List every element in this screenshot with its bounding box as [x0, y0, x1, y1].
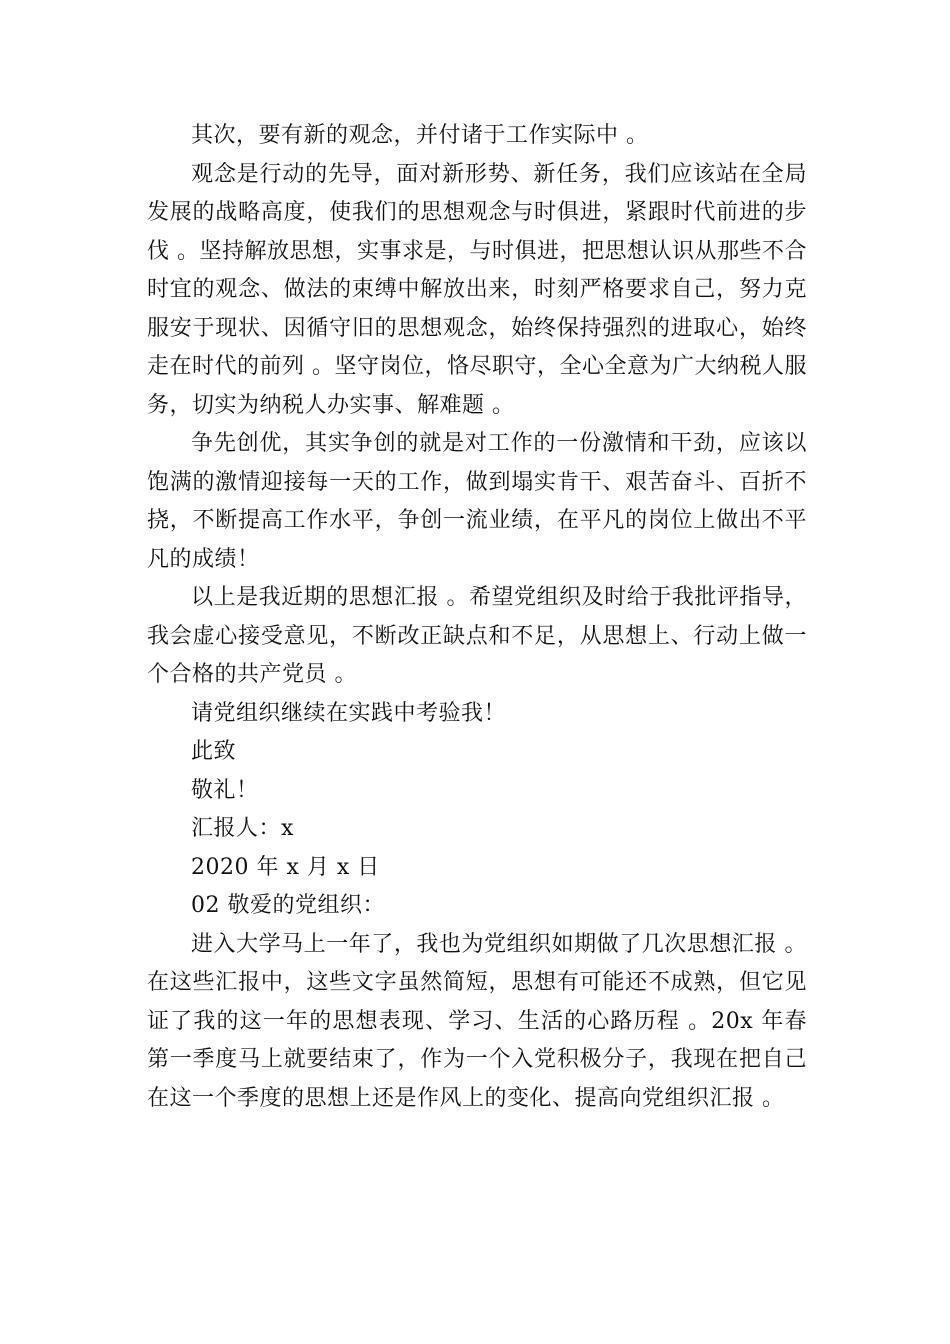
paragraph-concepts-guide-action: 观念是行动的先导，面对新形势、新任务，我们应该站在全局发展的战略高度，使我们的思想观念与时俱进，紧跟时代前进的步伐 。坚持解放思想，实事求是，与时俱进，把思想认识从那些不合时宜的观念、做法的束缚中解放出来，时刻严格要求自己，努力克服安于现状、因循守旧的思想观念，始终保持强烈的进取心，始终走在时代的前列 。坚守岗位，恪尽职守，全心全意为广大纳税人服务，切实为纳税人办实事、解难题 。 [147, 161, 807, 418]
paragraph-strive-excellence: 争先创优，其实争创的就是对工作的一份激情和干劲，应该以饱满的激情迎接每一天的工作，做到塌实肯干、艰苦奋斗、百折不挠，不断提高工作水平，争创一流业绩，在平凡的岗位上做出不平凡的成绩！ [147, 431, 807, 572]
closing-salutation: 此致 [191, 739, 237, 764]
closing-regards: 敬礼！ [191, 777, 259, 803]
second-report-greeting: 02 敬爱的党组织： [191, 893, 385, 918]
paragraph-report-summary: 以上是我近期的思想汇报 。希望党组织及时给于我批评指导，我会虚心接受意见，不断改正缺点和不足，从思想上、行动上做一个合格的共产党员 。 [147, 585, 807, 687]
document-body [147, 117, 807, 1118]
paragraph-new-concepts-intro: 其次，要有新的观念，并付诸于工作实际中 。 [191, 123, 649, 148]
closing-request: 请党组织继续在实践中考验我！ [191, 700, 507, 726]
report-date: 2020 年 x 月 x 日 [191, 854, 380, 880]
reporter-name: 汇报人：x [191, 816, 294, 841]
paragraph-second-report-body: 进入大学马上一年了，我也为党组织如期做了几次思想汇报 。在这些汇报中，这些文字虽然简短，思想有可能还不成熟，但它见证了我的这一年的思想表现、学习、生活的心路历程 。20x 年春第一季度马上就要结束了，作为一个入党积极分子，我现在把自己在这一个季度的思想上还是作风上的变化、提高向党组织汇报 。 [147, 931, 807, 1111]
